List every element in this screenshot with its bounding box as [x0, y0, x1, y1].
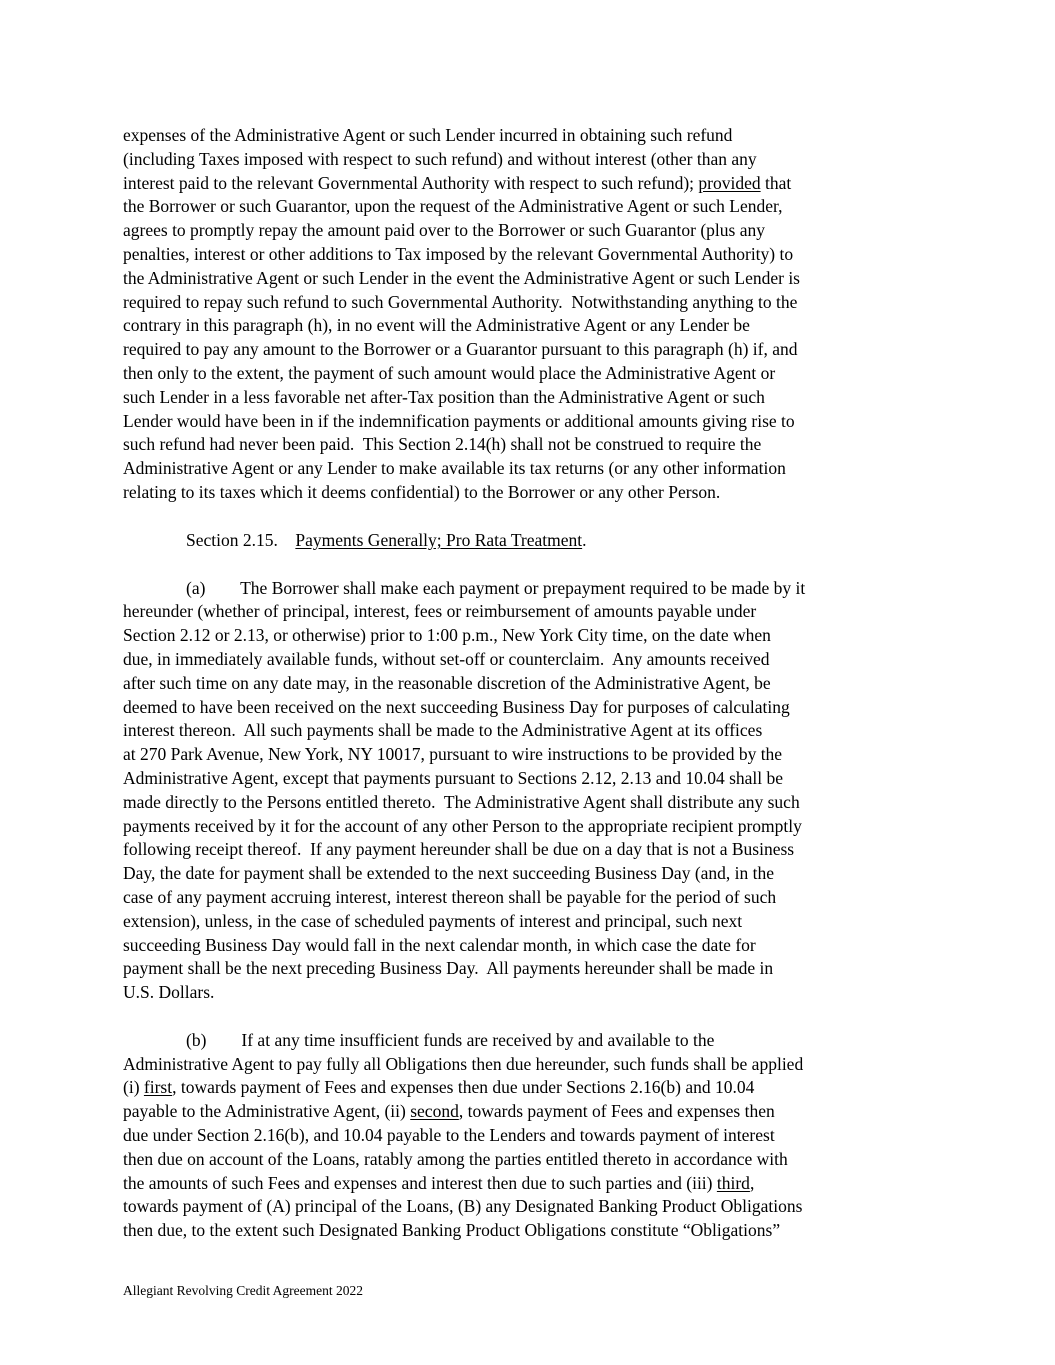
text-line — [123, 124, 955, 148]
text-run: payable to the Administrative Agent, (ii) — [123, 1101, 411, 1122]
text-run: extension), unless, in the case of scheduled payments of interest and principal, such next — [123, 910, 743, 931]
text-run: Administrative Agent or any Lender to make available its tax returns (or any other information — [123, 458, 786, 479]
text-run: then due on account of the Loans, ratably among the parties entitled thereto in accordance with — [123, 1148, 788, 1169]
text-run: required to repay such refund to such Governmental Authority. Notwithstanding anything to the — [123, 291, 798, 312]
underlined-term: provided — [698, 172, 761, 193]
underlined-term: first — [143, 1077, 173, 1098]
text-run: , — [749, 1172, 755, 1193]
text-line — [123, 291, 955, 315]
text-line — [123, 577, 955, 601]
text-run: Section 2.12 or 2.13, or otherwise) prior to 1:00 p.m., New York City time, on the date when — [123, 625, 771, 646]
text-run: succeeding Business Day would fall in the next calendar month, in which case the date for — [123, 934, 756, 955]
text-run: Section 2.15. — [186, 529, 296, 550]
section-2-15-b-paragraph — [123, 1029, 955, 1243]
footer-text: Allegiant Revolving Credit Agreement 2022 — [123, 1283, 363, 1298]
text-line — [123, 433, 955, 457]
text-line — [123, 314, 955, 338]
text-run: agrees to promptly repay the amount paid over to the Borrower or such Guarantor (plus any — [123, 220, 765, 241]
text-run: Administrative Agent to pay fully all Obligations then due hereunder, such funds shall be applied — [123, 1053, 804, 1074]
text-line — [123, 219, 955, 243]
text-run: relating to its taxes which it deems confidential) to the Borrower or any other Person. — [123, 481, 721, 502]
text-run: penalties, interest or other additions to Tax imposed by the relevant Governmental Authority) to — [123, 243, 794, 264]
text-run: expenses of the Administrative Agent or such Lender incurred in obtaining such refund — [123, 125, 733, 145]
text-run: . — [582, 529, 587, 550]
text-line — [123, 981, 955, 1005]
text-line — [123, 1076, 955, 1100]
text-run: , towards payment of Fees and expenses then due under Sections 2.16(b) and 10.04 — [172, 1077, 755, 1098]
text-run: payment shall be the next preceding Business Day. All payments hereunder shall be made in — [123, 958, 774, 979]
text-run: the amounts of such Fees and expenses and interest then due to such parties and (iii) — [123, 1172, 717, 1193]
text-run: made directly to the Persons entitled thereto. The Administrative Agent shall distribute any such — [123, 791, 800, 812]
text-line — [123, 791, 955, 815]
text-run: Lender would have been in if the indemnification payments or additional amounts giving rise to — [123, 410, 795, 431]
text-run: , towards payment of Fees and expenses then — [458, 1101, 775, 1122]
text-run: Day, the date for payment shall be extended to the next succeeding Business Day (and, in the — [123, 863, 775, 884]
text-line — [123, 529, 955, 553]
text-line — [123, 1029, 955, 1053]
text-line — [123, 410, 955, 434]
text-line — [123, 1053, 955, 1077]
text-run: (i) — [123, 1077, 144, 1098]
text-line — [123, 648, 955, 672]
text-run: that — [760, 172, 792, 193]
text-line — [123, 195, 955, 219]
section-2-15-a-paragraph — [123, 577, 955, 1005]
text-line — [123, 719, 955, 743]
text-run: required to pay any amount to the Borrower or a Guarantor pursuant to this paragraph (h) if, and — [123, 339, 798, 360]
text-line — [123, 1219, 955, 1243]
text-line — [123, 672, 955, 696]
underlined-term: second — [410, 1101, 459, 1122]
underlined-term: Payments Generally; Pro Rata Treatment — [295, 529, 583, 550]
text-run: Administrative Agent, except that payments pursuant to Sections 2.12, 2.13 and 10.04 shall be — [123, 767, 784, 788]
text-line — [123, 767, 955, 791]
text-line — [123, 267, 955, 291]
text-line — [123, 1124, 955, 1148]
text-run: such Lender in a less favorable net after-Tax position than the Administrative Agent or such — [123, 386, 765, 407]
text-run: contrary in this paragraph (h), in no event will the Administrative Agent or any Lender be — [123, 315, 750, 336]
text-line — [123, 862, 955, 886]
text-line — [123, 481, 955, 505]
text-line — [123, 1172, 955, 1196]
text-line — [123, 910, 955, 934]
text-line — [123, 1195, 955, 1219]
text-run: interest thereon. All such payments shall be made to the Administrative Agent at its offices — [123, 720, 763, 741]
text-line — [123, 934, 955, 958]
text-run: then due, to the extent such Designated Banking Product Obligations constitute “Obligations” — [123, 1220, 781, 1241]
text-run: (including Taxes imposed with respect to such refund) and without interest (other than any — [123, 148, 757, 169]
text-run: interest paid to the relevant Governmental Authority with respect to such refund); — [123, 172, 699, 193]
text-line — [123, 457, 955, 481]
text-run: case of any payment accruing interest, interest thereon shall be payable for the period of such — [123, 886, 777, 907]
text-run: such refund had never been paid. This Section 2.14(h) shall not be construed to require the — [123, 434, 762, 455]
text-run: the Borrower or such Guarantor, upon the request of the Administrative Agent or such Lender, — [123, 196, 783, 217]
text-run: then only to the extent, the payment of such amount would place the Administrative Agent or — [123, 362, 776, 383]
text-line — [123, 338, 955, 362]
text-line — [123, 815, 955, 839]
text-line — [123, 386, 955, 410]
text-run: payments received by it for the account of any other Person to the appropriate recipient promptly — [123, 815, 802, 836]
text-line — [123, 696, 955, 720]
section-2-15-heading — [123, 529, 955, 553]
text-run: following receipt thereof. If any payment hereunder shall be due on a day that is not a Business — [123, 839, 795, 860]
text-run: at 270 Park Avenue, New York, NY 10017, pursuant to wire instructions to be provided by the — [123, 744, 783, 765]
text-run: U.S. Dollars. — [123, 982, 215, 1003]
text-line — [123, 1100, 955, 1124]
text-line — [123, 957, 955, 981]
underlined-term: third — [716, 1172, 750, 1193]
text-run: (b) If at any time insufficient funds are received by and available to the — [186, 1029, 715, 1050]
section-2-14-h-continuation-paragraph — [123, 124, 955, 505]
text-line — [123, 243, 955, 267]
text-run: due, in immediately available funds, without set-off or counterclaim. Any amounts received — [123, 648, 770, 669]
text-line — [123, 172, 955, 196]
text-line — [123, 743, 955, 767]
text-line — [123, 148, 955, 172]
text-run: after such time on any date may, in the reasonable discretion of the Administrative Agent, be — [123, 672, 771, 693]
document-body — [123, 124, 955, 1243]
text-run: deemed to have been received on the next succeeding Business Day for purposes of calculating — [123, 696, 790, 717]
text-line — [123, 886, 955, 910]
text-run: due under Section 2.16(b), and 10.04 payable to the Lenders and towards payment of interest — [123, 1125, 775, 1146]
text-run: towards payment of (A) principal of the Loans, (B) any Designated Banking Product Obligations — [123, 1196, 803, 1217]
text-line — [123, 624, 955, 648]
text-run: the Administrative Agent or such Lender in the event the Administrative Agent or such Lender is — [123, 267, 800, 288]
text-line — [123, 600, 955, 624]
text-run: hereunder (whether of principal, interest, fees or reimbursement of amounts payable under — [123, 601, 757, 622]
text-line — [123, 362, 955, 386]
text-line — [123, 1148, 955, 1172]
text-line — [123, 838, 955, 862]
text-run: (a) The Borrower shall make each payment or prepayment required to be made by it — [186, 577, 806, 598]
